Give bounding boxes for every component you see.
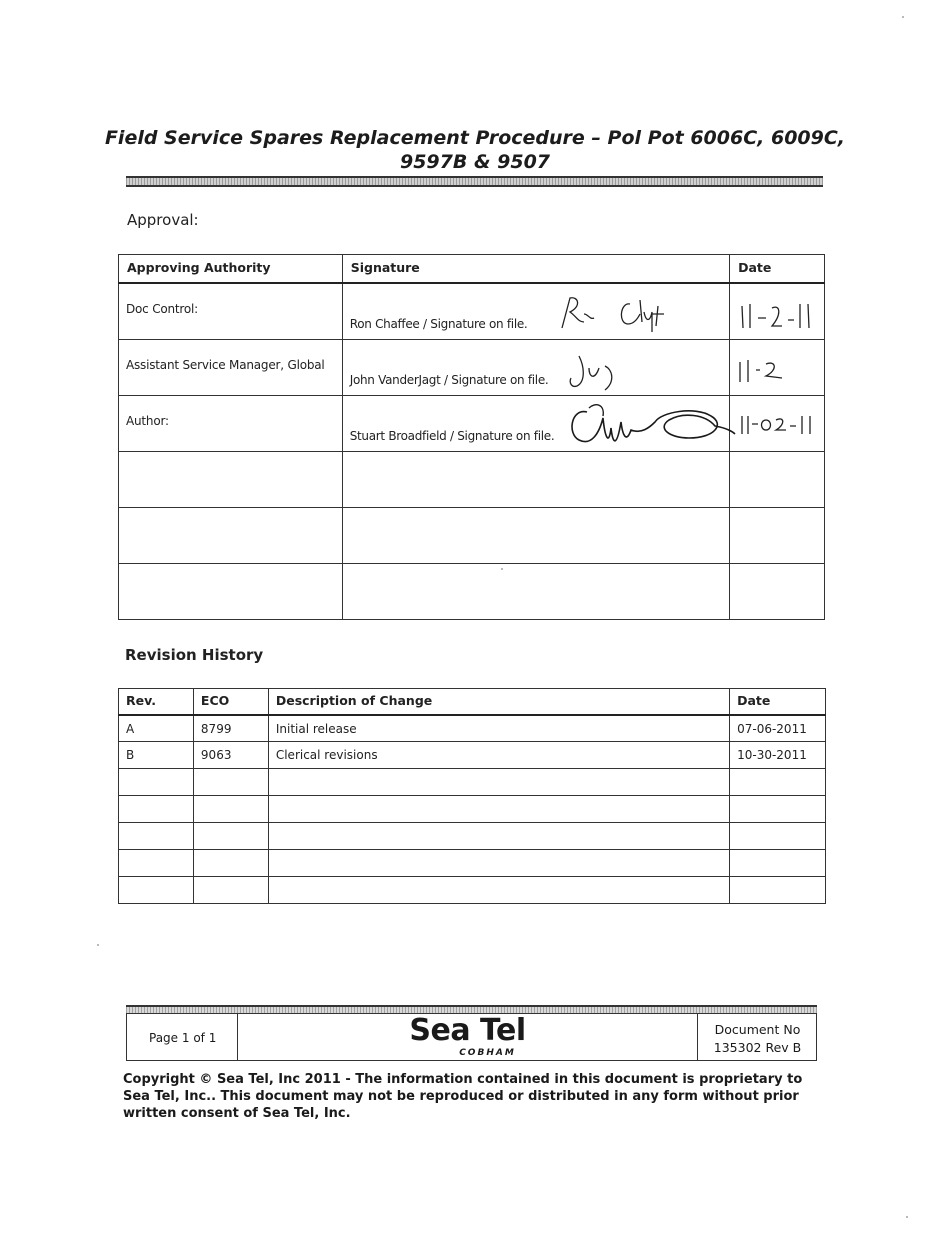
revision-header-rev: Rev.: [119, 689, 194, 715]
approval-row: [119, 339, 825, 395]
handwritten-signature: [565, 398, 740, 454]
revision-description: Clerical revisions: [268, 742, 729, 769]
revision-eco: 8799: [193, 715, 268, 742]
approval-role: Author:: [126, 413, 169, 428]
revision-date: 07-06-2011: [730, 715, 826, 742]
revision-row: [119, 823, 826, 850]
revision-row: [119, 769, 826, 796]
scan-speck: [97, 944, 99, 946]
revision-description: [268, 769, 729, 796]
revision-header-row: [119, 689, 826, 715]
copyright-notice: Copyright © Sea Tel, Inc 2011 - The information contained in this document is proprietary to Sea Tel, Inc.. This document may not be reproduced or distributed in any form without prior written consent of Sea Tel, Inc.: [123, 1072, 803, 1121]
revision-rev: [119, 796, 194, 823]
footer-docno-cell: [697, 1014, 816, 1060]
scan-speck: [906, 1216, 908, 1218]
revision-eco: 9063: [193, 742, 268, 769]
revision-description: Initial release: [268, 715, 729, 742]
approval-heading: Approval:: [127, 211, 199, 229]
approval-role: [119, 507, 343, 563]
title-rule: [126, 176, 823, 187]
approval-row: [119, 283, 825, 340]
revision-eco: [193, 796, 268, 823]
handwritten-date: [738, 298, 818, 332]
revision-description: [268, 823, 729, 850]
revision-row: [119, 796, 826, 823]
handwritten-signature: [565, 352, 625, 394]
revision-date: 10-30-2011: [730, 742, 826, 769]
approval-signature-text: [342, 563, 729, 619]
approval-date: [730, 563, 825, 619]
approval-role: [119, 563, 343, 619]
document-title: [100, 126, 850, 174]
revision-rev: [119, 877, 194, 904]
revision-eco: [193, 823, 268, 850]
revision-header-description: Description of Change: [268, 689, 729, 715]
document-number: 135302 Rev B: [713, 1040, 802, 1055]
revision-description: [268, 796, 729, 823]
page-number: Page 1 of 1: [149, 1031, 217, 1045]
scan-speck: [501, 568, 503, 570]
scan-speck: [902, 16, 904, 18]
footer-page-cell: [127, 1014, 238, 1060]
brand-sub: COBHAM: [459, 1048, 516, 1058]
revision-rev: A: [119, 715, 194, 742]
revision-row: [119, 742, 826, 769]
revision-rev: [119, 850, 194, 877]
approval-date: [730, 451, 825, 507]
document-number-label: Document No: [714, 1022, 801, 1037]
handwritten-date: [736, 410, 826, 440]
approval-signature-text: Ron Chaffee / Signature on file.: [349, 316, 528, 331]
brand-name: Sea Tel: [409, 1013, 526, 1048]
approval-header-signature: Signature: [342, 255, 729, 283]
approval-row: [119, 451, 825, 507]
revision-history-table: [118, 688, 826, 904]
revision-row: [119, 877, 826, 904]
footer-box: [126, 1013, 817, 1061]
revision-rev: [119, 823, 194, 850]
approval-signature-text: [342, 507, 729, 563]
approval-row: [119, 395, 825, 451]
revision-date: [730, 877, 826, 904]
approval-header-date: Date: [730, 255, 825, 283]
company-logo: [238, 1014, 697, 1058]
approval-signature-text: John VanderJagt / Signature on file.: [349, 372, 549, 387]
revision-description: [268, 877, 729, 904]
revision-history-heading: Revision History: [125, 646, 264, 664]
revision-row: [119, 715, 826, 742]
revision-rev: [119, 769, 194, 796]
approval-date: [730, 507, 825, 563]
revision-row: [119, 850, 826, 877]
approval-signature-text: [342, 451, 729, 507]
revision-date: [730, 796, 826, 823]
revision-eco: [193, 877, 268, 904]
approval-signature-text: Stuart Broadfield / Signature on file.: [349, 428, 555, 443]
approval-row: [119, 507, 825, 563]
revision-header-eco: ECO: [193, 689, 268, 715]
title-line-1: Field Service Spares Replacement Procedure – Pol Pot 6006C, 6009C,: [104, 127, 846, 149]
title-line-2: 9597B & 9507: [399, 151, 551, 173]
revision-eco: [193, 850, 268, 877]
revision-date: [730, 769, 826, 796]
revision-header-date: Date: [730, 689, 826, 715]
approval-role: Assistant Service Manager, Global: [126, 357, 325, 372]
revision-date: [730, 850, 826, 877]
revision-eco: [193, 769, 268, 796]
approval-role: [119, 451, 343, 507]
revision-description: [268, 850, 729, 877]
approval-table: [118, 254, 825, 620]
approval-header-authority: Approving Authority: [119, 255, 343, 283]
revision-rev: B: [119, 742, 194, 769]
handwritten-signature: [548, 292, 668, 337]
revision-date: [730, 823, 826, 850]
approval-row: [119, 563, 825, 619]
approval-role: Doc Control:: [126, 301, 199, 316]
handwritten-date: [736, 356, 796, 382]
approval-header-row: [119, 255, 825, 283]
